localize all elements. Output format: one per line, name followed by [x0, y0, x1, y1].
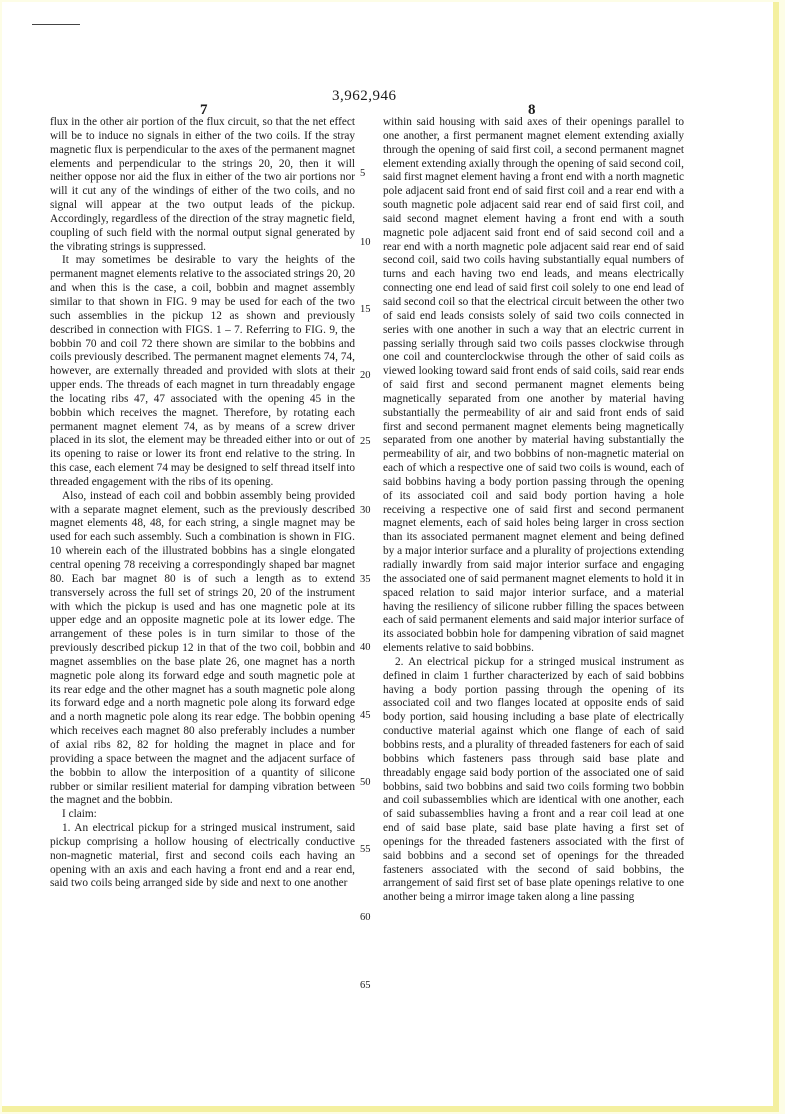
right-text-column — [383, 116, 684, 905]
line-number: 65 — [360, 980, 371, 991]
paragraph: It may sometimes be desirable to vary the heights of the permanent magnet elements relative to the associated strings 20, 20 and when this is the case, a coil, bobbin and magnet assembly similar to that shown in FIG. 9 may be used for each of the two such assemblies in the pickup 12 as shown and previously described in connection with FIGS. 1 – 7. Referring to FIG. 9, the bobbin 70 and coil 72 there shown are similar to the bobbins and coils previously described. The permanent magnet elements 74, 74, however, are externally threaded and provided with slots at their upper ends. The threads of each magnet in turn threadably engage the locating ribs 47, 47 associated with the opening 45 in the bobbin which receives the magnet. Therefore, by rotating each permanent magnet element 74, as by means of a screw driver placed in its slot, the element may be threaded either into or out of its opening to raise or lower its front end relative to the string. In this case, each element 74 may be designed to self thread itself into threaded engagement with the ribs of its opening. — [50, 254, 355, 488]
paragraph: flux in the other air portion of the flux circuit, so that the net effect will be to induce no signals in either of the two coils. If the stray magnetic flux is perpendicular to the axes of the permanent magnet elements and perpendicular to the strings 20, 20, then it will neither oppose nor aid the flux in either of the two air portions nor will it cut any of the windings of either of the two coils, and no signal will appear at the two output leads of the pickup. Accordingly, regardless of the direction of the stray magnetic field, coupling of such field with the normal output signal generated by the vibrating strings is suppressed. — [50, 116, 355, 253]
left-column-number: 7 — [200, 102, 208, 118]
line-number: 10 — [360, 237, 371, 248]
header-rule — [32, 24, 80, 25]
line-number: 15 — [360, 304, 371, 315]
line-number: 35 — [360, 574, 371, 585]
line-number: 55 — [360, 844, 371, 855]
claim-2: 2. An electrical pickup for a stringed musical instrument as defined in claim 1 further characterized by each of said bobbins having a body portion passing through the opening of its associated coil and two flanges located at opposite ends of said body portion, said housing including a base plate of electrically conductive material against which one flange of each of said bobbins rests, and a plurality of threaded fasteners for each of said bobbins which fasteners pass through said base plate and threadably engage said body portion of the associated one of said bobbins, said two bobbins and said two coils forming two bobbin and coil subassemblies which are identical with one another, each of said subassemblies having a front and a rear coil lead at one end of said base plate, said base plate having a first set of openings for the threaded fasteners associated with the first of said bobbins and a second set of openings for the threaded fasteners associated with the second of said bobbins, the arrangement of said first set of base plate openings relative to one another being a mirror image taken along a line passing — [383, 655, 684, 904]
claims-intro: I claim: — [62, 808, 97, 821]
claim-1-start: 1. An electrical pickup for a stringed musical instrument, said pickup comprising a hollow housing of electrically conductive non-magnetic material, first and second coils each having an opening with an axis and each having a front end and a rear end, said two coils being arranged side by side and next to one another — [50, 822, 355, 890]
line-number: 20 — [360, 370, 371, 381]
line-number: 45 — [360, 710, 371, 721]
paragraph: Also, instead of each coil and bobbin assembly being provided with a separate magnet element, such as the previously described magnet elements 48, 48, for each string, a single magnet may be used for each such assembly. Such a combination is shown in FIG. 10 wherein each of the illustrated bobbins has a single elongated central opening 78 receiving a correspondingly shaped bar magnet 80. Each bar magnet 80 is of such a length as to extend transversely across the full set of strings 20, 20 of the instrument with which the pickup is used and has one magnetic pole at its upper edge and an opposite magnetic pole at its lower edge. The arrangement of these poles is in turn similar to those of the previously described pickup 12 in that of the two coil, bobbin and magnet assemblies on the base plate 26, one magnet has a north magnetic pole along its forward edge and south magnetic pole at its rear edge and the other magnet has a south magnetic pole along its forward edge and a north magnetic pole along its forward edge and a north magnetic pole along its rear edge. The bobbin opening which receives each magnet 80 also preferably includes a number of axial ribs 82, 82 for holding the magnet in place and for providing a space between the magnet and the adjacent surface of the bobbin to allow the interposition of a quantity of silicone rubber or similar resilient material for damping vibration between the magnet and the bobbin. — [50, 489, 355, 807]
right-column-number: 8 — [528, 102, 536, 118]
patent-number: 3,962,946 — [332, 88, 397, 104]
line-number: 25 — [360, 436, 371, 447]
line-number: 60 — [360, 912, 371, 923]
claim-1-continued: within said housing with said axes of their openings parallel to one another, a first permanent magnet element extending axially through the opening of said first coil, a second permanent magnet element extending axially through the opening of said second coil, said first magnet element having a front end with a north magnetic pole adjacent said front end of said first coil and a rear end with a south magnetic pole adjacent said rear end of said first coil, and said second magnet element having a front end with a south magnetic pole adjacent said front end of said second coil and a rear end with a north magnetic pole adjacent said rear end of said second coil, said two coils having substantially equal numbers of turns and each having two end leads, and means electrically connecting one end lead of said first coil solely to one end lead of said second coil so that the electrical circuit between the other two of said end leads consists solely of said two coils connected in series with one another in such a way that an electric current in passing serially through said two coils passes clockwise through one coil and counterclockwise through the other of said coils as viewed looking toward said front ends of said coils, said rear ends of said first and second permanent magnet elements being magnetically separated from one another by material having substantially the permeability of air and said front ends of said first and second permanent magnet elements being magnetically separated from one another by material having substantially the permeability of air, and two bobbins of non-magnetic material on each of which a respective one of said two coils is wound, each of said bobbins having a body portion passing through the opening of its associated coil and said body portion having a hole receiving a respective one of said first and second permanent magnet elements, each of said holes being larger in cross section than its associated permanent magnet element and being defined by a major interior surface and a plurality of projections extending radially inwardly from said major interior surface and engaging the associated one of said permanent magnet elements to hold it in spaced relation to said major interior surface, and a material having the resiliency of silicone rubber filling the spaces between each of said permanent elements and said major interior surface of its associated bobbin hole for dampening vibration of said magnet elements relative to said bobbins. — [383, 116, 684, 655]
line-number: 40 — [360, 642, 371, 653]
line-number: 50 — [360, 777, 371, 788]
patent-page — [2, 2, 779, 1112]
line-number: 30 — [360, 505, 371, 516]
left-text-column — [50, 116, 355, 891]
line-number: 5 — [360, 168, 366, 179]
